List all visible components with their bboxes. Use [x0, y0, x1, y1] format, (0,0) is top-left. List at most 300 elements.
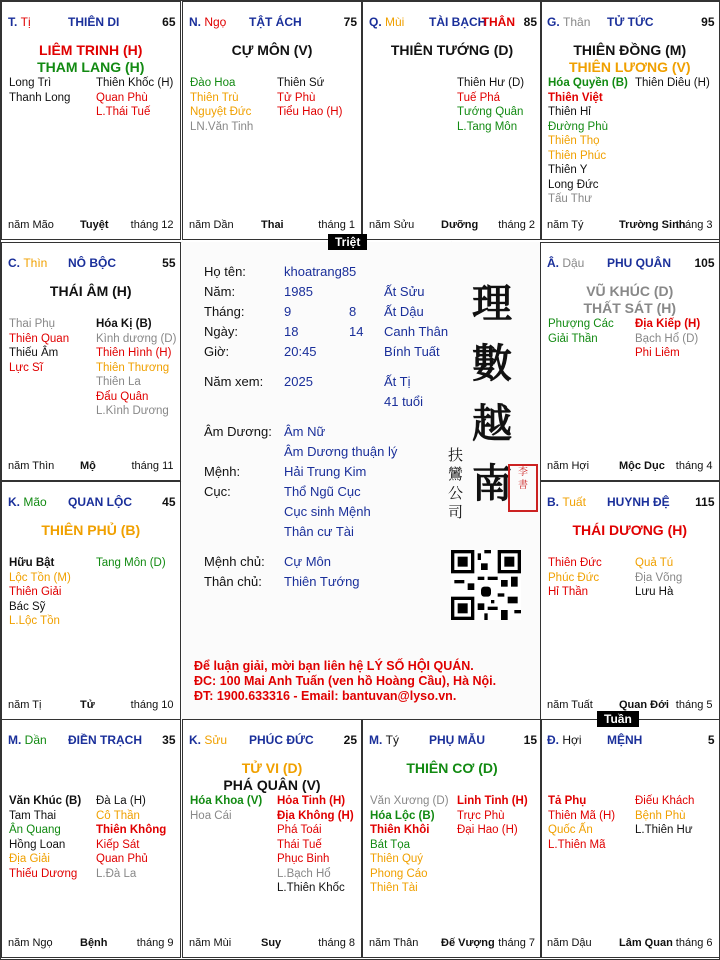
minor-stars-right [96, 794, 166, 881]
minor-star: Bệnh Phù [635, 809, 686, 822]
life-stage: Mộ [80, 459, 96, 472]
than-chu-value: Thiên Tướng [284, 574, 360, 589]
minor-star: Hóa Kị (B) [96, 318, 152, 330]
decade-year: năm Thìn [8, 459, 55, 472]
palace-branch: Thân [563, 15, 591, 29]
month-label: tháng 8 [318, 936, 355, 949]
main-stars [541, 42, 719, 76]
palace-name: TỬ TỨC [607, 15, 654, 29]
palace-age-number: 115 [695, 495, 715, 509]
main-star: THẤT SÁT (H) [583, 300, 677, 316]
main-star: LIÊM TRINH (H) [39, 42, 143, 58]
view-year-label: Năm xem: [204, 374, 264, 389]
minor-stars-left [548, 317, 614, 346]
minor-star: Hoa Cái [190, 809, 232, 822]
minor-star: Phúc Đức [548, 571, 600, 584]
minor-star: Thiên Khôi [370, 824, 430, 836]
main-stars [2, 283, 180, 300]
palace-stem: N. [189, 15, 205, 29]
life-stage: Trường Sinh [619, 218, 686, 231]
minor-star: L.Thái Tuế [96, 106, 151, 118]
palace-age-number: 5 [707, 733, 715, 747]
palace-phụ-mẫu[interactable] [362, 719, 542, 958]
palace-branch: Mùi [385, 15, 405, 29]
palace-footer [547, 460, 713, 476]
minor-stars-right [635, 76, 710, 91]
life-stage: Thai [261, 218, 284, 231]
minor-star: Thiên Việt [548, 91, 603, 104]
life-stage: Lâm Quan [619, 936, 673, 949]
palace-name: PHỤ MẪU [429, 733, 485, 747]
palace-branch: Dần [24, 733, 47, 747]
view-year: 2025 [284, 374, 313, 389]
minor-star: Thiên La [96, 376, 141, 388]
palace-name: ĐIỀN TRẠCH [68, 733, 142, 747]
minor-star: Bác Sỹ [9, 600, 46, 613]
than-marker: THÂN [481, 15, 515, 29]
minor-star: Thái Tuế [277, 838, 322, 851]
palace-stem: M. [369, 733, 386, 747]
calligraphy-char-1: 理 [472, 280, 512, 327]
minor-star: Địa Giải [9, 853, 50, 865]
minor-star: Thiên Hỉ [548, 106, 591, 118]
minor-stars-right [277, 794, 354, 896]
main-star: THIÊN TƯỚNG (D) [390, 42, 514, 58]
main-star: THÁI ÂM (H) [49, 283, 132, 299]
minor-stars-right [96, 556, 166, 571]
minor-star: Kình dương (D) [96, 332, 177, 345]
minor-star: Thiên Phúc [548, 149, 607, 162]
life-stage: Tử [80, 698, 95, 711]
contact-phone-email[interactable]: ĐT: 1900.633316 - Email: bantuvan@lyso.vn. [194, 689, 457, 703]
palace-header [8, 495, 176, 511]
minor-star: Đẩu Quân [96, 390, 149, 403]
minor-star: L.Thiên Mã [548, 838, 606, 851]
minor-star: Giải Thần [548, 332, 598, 345]
palace-tử-tức[interactable] [540, 1, 720, 240]
minor-star: Đào Hoa [190, 77, 236, 89]
palace-footer [547, 219, 713, 235]
palace-name: TẬT ÁCH [249, 15, 302, 29]
life-stage: Tuyệt [80, 218, 109, 231]
day-solar: 18 [284, 324, 299, 339]
palace-stem: Đ. [547, 733, 563, 747]
minor-stars-right [96, 317, 176, 419]
minor-star: Hóa Quyền (B) [548, 77, 628, 89]
minor-star: Thiên Không [96, 824, 167, 836]
palace-tài-bạch[interactable] [362, 1, 542, 240]
minor-star: Bát Tọa [370, 838, 411, 851]
minor-star: Thiên Hình (H) [96, 347, 172, 359]
palace-footer [189, 219, 355, 235]
palace-footer [8, 699, 174, 715]
calligraphy-char-3: 越 [472, 400, 512, 447]
minor-stars-left [9, 76, 70, 105]
minor-stars-left [190, 794, 262, 823]
than-chu-label: Thân chủ: [204, 574, 262, 589]
minor-stars-right [277, 76, 342, 120]
minor-star: Bạch Hổ (D) [635, 332, 699, 345]
palace-mệnh[interactable] [540, 719, 720, 958]
palace-age-number: 55 [162, 256, 176, 270]
minor-star: Thanh Long [9, 91, 71, 104]
palace-branch: Dậu [562, 256, 585, 270]
minor-star: Địa Không (H) [277, 809, 354, 822]
minor-star: Phong Cáo [370, 867, 428, 880]
minor-star: LN.Văn Tinh [190, 120, 254, 133]
amduong-relation: Âm Dương thuận lý [284, 444, 398, 459]
month-label: tháng 10 [130, 698, 174, 711]
minor-star: Tuế Phá [457, 91, 501, 104]
palace-stem: K. [189, 733, 205, 747]
minor-star: Thiên Diêu (H) [635, 77, 710, 89]
palace-footer [547, 937, 713, 953]
minor-stars-left [548, 76, 628, 207]
palace-footer [369, 219, 535, 235]
minor-stars-left [370, 794, 449, 896]
decade-year: năm Tuất [547, 698, 593, 711]
minor-star: Thiếu Dương [9, 867, 78, 880]
view-year-lunar: Ất Tị [384, 374, 411, 389]
minor-star: Địa Kiếp (H) [635, 318, 701, 330]
day-lunar: Canh Thân [384, 324, 449, 339]
minor-star: Phục Binh [277, 853, 330, 865]
minor-star: Thiên Tài [370, 882, 418, 894]
palace-header [369, 733, 537, 749]
minor-star: Tang Môn (D) [96, 557, 166, 569]
qr-code[interactable] [451, 550, 521, 620]
tuan-marker: Tuần [597, 711, 639, 727]
minor-star: Phá Toái [277, 824, 322, 836]
menh-label: Mệnh: [204, 464, 241, 479]
palace-stem: G. [547, 15, 564, 29]
minor-star: Cô Thần [96, 809, 140, 822]
main-stars [363, 760, 541, 777]
minor-star: Quan Phù [96, 91, 148, 104]
palace-stem: Q. [369, 15, 386, 29]
minor-star: Thiên Giải [9, 586, 62, 598]
than-cu: Thân cư Tài [284, 524, 354, 539]
calligraphy-char-4: 南 [472, 460, 512, 507]
palace-header [547, 733, 715, 749]
palace-phúc-đức[interactable] [182, 719, 362, 958]
life-stage: Suy [261, 936, 282, 949]
palace-branch: Thìn [23, 256, 48, 270]
palace-age-number: 45 [162, 495, 176, 509]
decade-year: năm Dậu [547, 936, 592, 949]
minor-star: Thiên Quý [370, 853, 424, 865]
minor-star: Nguyệt Đức [190, 106, 252, 118]
month-label: tháng 5 [675, 698, 713, 711]
minor-star: Hữu Bật [9, 557, 55, 569]
palace-header [8, 256, 176, 272]
life-stage: Dưỡng [441, 218, 479, 231]
minor-star: Thiên Thương [96, 361, 170, 374]
minor-star: Long Đức [548, 178, 599, 191]
palace-header [189, 15, 357, 31]
name-label: Họ tên: [204, 264, 246, 279]
minor-star: Thiên Quan [9, 332, 70, 345]
palace-branch: Mão [23, 495, 47, 509]
palace-age-number: 65 [162, 15, 176, 29]
hour-value: 20:45 [284, 344, 317, 359]
minor-star: Thiên Thọ [548, 135, 600, 147]
life-stage: Quan Đới [619, 698, 669, 711]
palace-stem: Â. [547, 256, 563, 270]
minor-star: Tấu Thư [548, 193, 592, 205]
palace-header [547, 495, 715, 511]
palace-name: PHÚC ĐỨC [249, 733, 314, 747]
month-label: tháng 11 [131, 459, 174, 472]
palace-header [547, 15, 715, 31]
calligraphy-small: 扶 鸞 公 司 [448, 446, 464, 521]
minor-stars-left [9, 794, 81, 881]
minor-stars-right [635, 556, 682, 600]
minor-star: Tả Phụ [548, 795, 587, 807]
decade-year: năm Hợi [547, 459, 590, 472]
month-label: tháng 12 [130, 218, 174, 231]
palace-name: NÔ BỘC [68, 256, 116, 270]
age: 41 tuổi [384, 394, 424, 409]
contact-line-1: Để luận giải, mời bạn liên hệ LÝ SỐ HỘI QUÁN. [194, 659, 474, 673]
palace-age-number: 95 [701, 15, 715, 29]
minor-stars-left [9, 317, 69, 375]
minor-star: Thiên Hư (D) [457, 77, 525, 89]
palace-branch: Sửu [204, 733, 228, 747]
minor-star: L.Lộc Tồn [9, 615, 60, 627]
palace-branch: Ngọ [204, 15, 227, 29]
minor-star: Tướng Quân [457, 106, 524, 118]
palace-age-number: 35 [162, 733, 176, 747]
contact-info [194, 659, 496, 704]
decade-year: năm Tý [547, 218, 584, 231]
palace-header [547, 256, 715, 272]
menh-value: Hải Trung Kim [284, 464, 367, 479]
palace-thiên-di[interactable] [1, 1, 181, 240]
main-star: CỰ MÔN (V) [231, 42, 313, 58]
decade-year: năm Dần [189, 218, 234, 231]
minor-star: Thiên Khốc (H) [96, 77, 174, 89]
decade-year: năm Thân [369, 936, 419, 949]
month-lunar-num: 8 [349, 304, 357, 319]
palace-footer [8, 937, 174, 953]
palace-branch: Tuất [562, 495, 586, 509]
palace-name: HUYNH ĐỆ [607, 495, 670, 509]
minor-stars-left [548, 794, 615, 852]
contact-address: ĐC: 100 Mai Anh Tuấn (ven hồ Hoàng Cầu), Hà Nội. [194, 674, 497, 688]
life-stage: Mộc Dục [619, 459, 665, 472]
red-seal: 李 書 [508, 464, 538, 512]
hour-lunar: Bính Tuất [384, 344, 440, 359]
minor-star: Linh Tinh (H) [457, 795, 528, 807]
main-stars [183, 42, 361, 59]
minor-star: Ân Quang [9, 824, 61, 836]
life-stage: Bệnh [80, 936, 108, 949]
palace-age-number: 105 [694, 256, 715, 270]
palace-name: QUAN LỘC [68, 495, 132, 509]
minor-star: Tử Phù [277, 91, 316, 104]
palace-stem: M. [8, 733, 25, 747]
minor-star: Tam Thai [9, 809, 57, 822]
palace-branch: Tị [20, 15, 31, 29]
decade-year: năm Ngọ [8, 936, 53, 949]
minor-star: Tiểu Hao (H) [277, 106, 343, 118]
palace-footer [8, 219, 174, 235]
main-stars [2, 42, 180, 76]
minor-star: Đại Hao (H) [457, 824, 518, 836]
minor-star: Thiên Đức [548, 557, 602, 569]
month-label: tháng 3 [675, 218, 713, 231]
palace-footer [8, 460, 174, 476]
menh-chu-value: Cự Môn [284, 554, 331, 569]
minor-star: Phượng Các [548, 318, 614, 330]
main-star: THÁI DƯƠNG (H) [572, 522, 688, 538]
minor-star: Đường Phù [548, 120, 608, 133]
palace-tật-ách[interactable] [182, 1, 362, 240]
palace-name: THIÊN DI [68, 15, 120, 29]
year-lunar: Ất Sửu [384, 284, 425, 299]
hour-label: Giờ: [204, 344, 230, 359]
palace-stem: K. [8, 495, 24, 509]
decade-year: năm Sửu [369, 218, 415, 231]
minor-star: Trực Phù [457, 809, 505, 822]
main-star: THIÊN PHỦ (B) [41, 522, 141, 538]
month-label: tháng 2 [498, 218, 535, 231]
palace-điền-trạch[interactable] [1, 719, 181, 958]
minor-star: L.Đà La [96, 867, 137, 880]
month-label: tháng 6 [675, 936, 713, 949]
main-stars [2, 522, 180, 539]
minor-star: L.Thiên Hư [635, 824, 693, 836]
palace-name: TÀI BẠCH [429, 15, 487, 29]
palace-header [369, 15, 537, 31]
main-star: PHÁ QUÂN (V) [223, 777, 321, 793]
palace-quan-lộc[interactable] [1, 481, 181, 720]
palace-huynh-đệ[interactable] [540, 481, 720, 720]
minor-star: Thiếu Âm [9, 347, 59, 359]
main-star: THIÊN LƯƠNG (V) [568, 59, 691, 75]
day-label: Ngày: [204, 324, 238, 339]
minor-star: Thai Phụ [9, 318, 56, 330]
minor-stars-right [96, 76, 173, 120]
minor-star: Văn Khúc (B) [9, 795, 82, 807]
month-label: tháng 4 [675, 459, 713, 472]
minor-star: Lực Sĩ [9, 361, 43, 374]
name-value: khoatrang85 [284, 264, 357, 279]
minor-star: Quan Phủ [96, 853, 148, 865]
minor-star: Lưu Hà [635, 586, 674, 598]
palace-branch: Tý [385, 733, 400, 747]
minor-star: L.Kình Dương [96, 405, 169, 417]
decade-year: năm Mão [8, 218, 54, 231]
minor-star: Quả Tú [635, 557, 674, 569]
minor-star: Hóa Lộc (B) [370, 809, 435, 822]
main-star: VŨ KHÚC (D) [586, 283, 674, 299]
month-label: Tháng: [204, 304, 245, 319]
minor-star: L.Tang Môn [457, 120, 518, 133]
year-label: Năm: [204, 284, 236, 299]
year-solar: 1985 [284, 284, 313, 299]
center-info [182, 242, 540, 719]
palace-header [8, 15, 176, 31]
main-stars [183, 760, 361, 794]
main-star: THAM LANG (H) [37, 59, 145, 75]
palace-age-number: 85 [523, 15, 537, 29]
day-lunar-num: 14 [349, 324, 364, 339]
minor-star: Quốc Ấn [548, 824, 593, 836]
calligraphy-char-2: 數 [472, 340, 512, 387]
palace-phu-quân[interactable] [540, 242, 720, 481]
minor-star: Đà La (H) [96, 795, 146, 807]
palace-age-number: 25 [343, 733, 357, 747]
amduong-label: Âm Dương: [204, 424, 272, 439]
minor-stars-right [457, 76, 524, 134]
minor-star: Địa Võng [635, 571, 683, 584]
cuc-value: Thổ Ngũ Cục [284, 484, 361, 499]
minor-star: Thiên Y [548, 164, 588, 176]
minor-stars-right [635, 317, 700, 361]
minor-stars-left [190, 76, 253, 134]
palace-stem: T. [8, 15, 21, 29]
main-stars [541, 283, 719, 317]
palace-stem: B. [547, 495, 563, 509]
minor-star: Kiếp Sát [96, 838, 140, 851]
main-star: THIÊN ĐỒNG (M) [573, 42, 687, 58]
minor-star: Hồng Loan [9, 838, 66, 851]
palace-age-number: 75 [343, 15, 357, 29]
minor-stars-left [548, 556, 602, 600]
main-star: TỬ VI (D) [241, 760, 303, 776]
minor-star: Phi Liêm [635, 347, 680, 359]
decade-year: năm Mùi [189, 936, 232, 949]
minor-star: Hóa Khoa (V) [190, 795, 263, 807]
minor-stars-left [9, 556, 71, 629]
minor-star: Điếu Khách [635, 795, 695, 807]
minor-stars-right [457, 794, 528, 838]
palace-name: MỆNH [607, 733, 643, 747]
main-stars [541, 522, 719, 539]
minor-stars-right [635, 794, 694, 838]
palace-name: PHU QUÂN [607, 256, 672, 270]
month-solar: 9 [284, 304, 292, 319]
month-label: tháng 1 [318, 218, 355, 231]
life-stage: Đế Vượng [441, 936, 495, 949]
month-label: tháng 7 [498, 936, 535, 949]
palace-age-number: 15 [523, 733, 537, 747]
amduong-value: Âm Nữ [284, 424, 326, 439]
palace-header [8, 733, 176, 749]
palace-header [189, 733, 357, 749]
minor-star: Văn Xương (D) [370, 795, 449, 807]
palace-stem: C. [8, 256, 24, 270]
minor-star: L.Bạch Hổ [277, 867, 331, 880]
palace-footer [369, 937, 535, 953]
palace-branch: Hợi [562, 733, 582, 747]
main-star: THIÊN CƠ (D) [406, 760, 498, 776]
menh-chu-label: Mệnh chủ: [204, 554, 265, 569]
month-lunar: Ất Dậu [384, 304, 424, 319]
minor-star: Lộc Tồn (M) [9, 571, 71, 584]
cuc-label: Cục: [204, 484, 231, 499]
minor-star: L.Thiên Khốc [277, 882, 345, 894]
palace-nô-bộc[interactable] [1, 242, 181, 481]
minor-star: Hỉ Thần [548, 586, 589, 598]
minor-star: Long Trì [9, 77, 52, 89]
palace-footer [189, 937, 355, 953]
minor-star: Thiên Trù [190, 91, 239, 104]
month-label: tháng 9 [136, 936, 174, 949]
decade-year: năm Tị [8, 698, 42, 711]
